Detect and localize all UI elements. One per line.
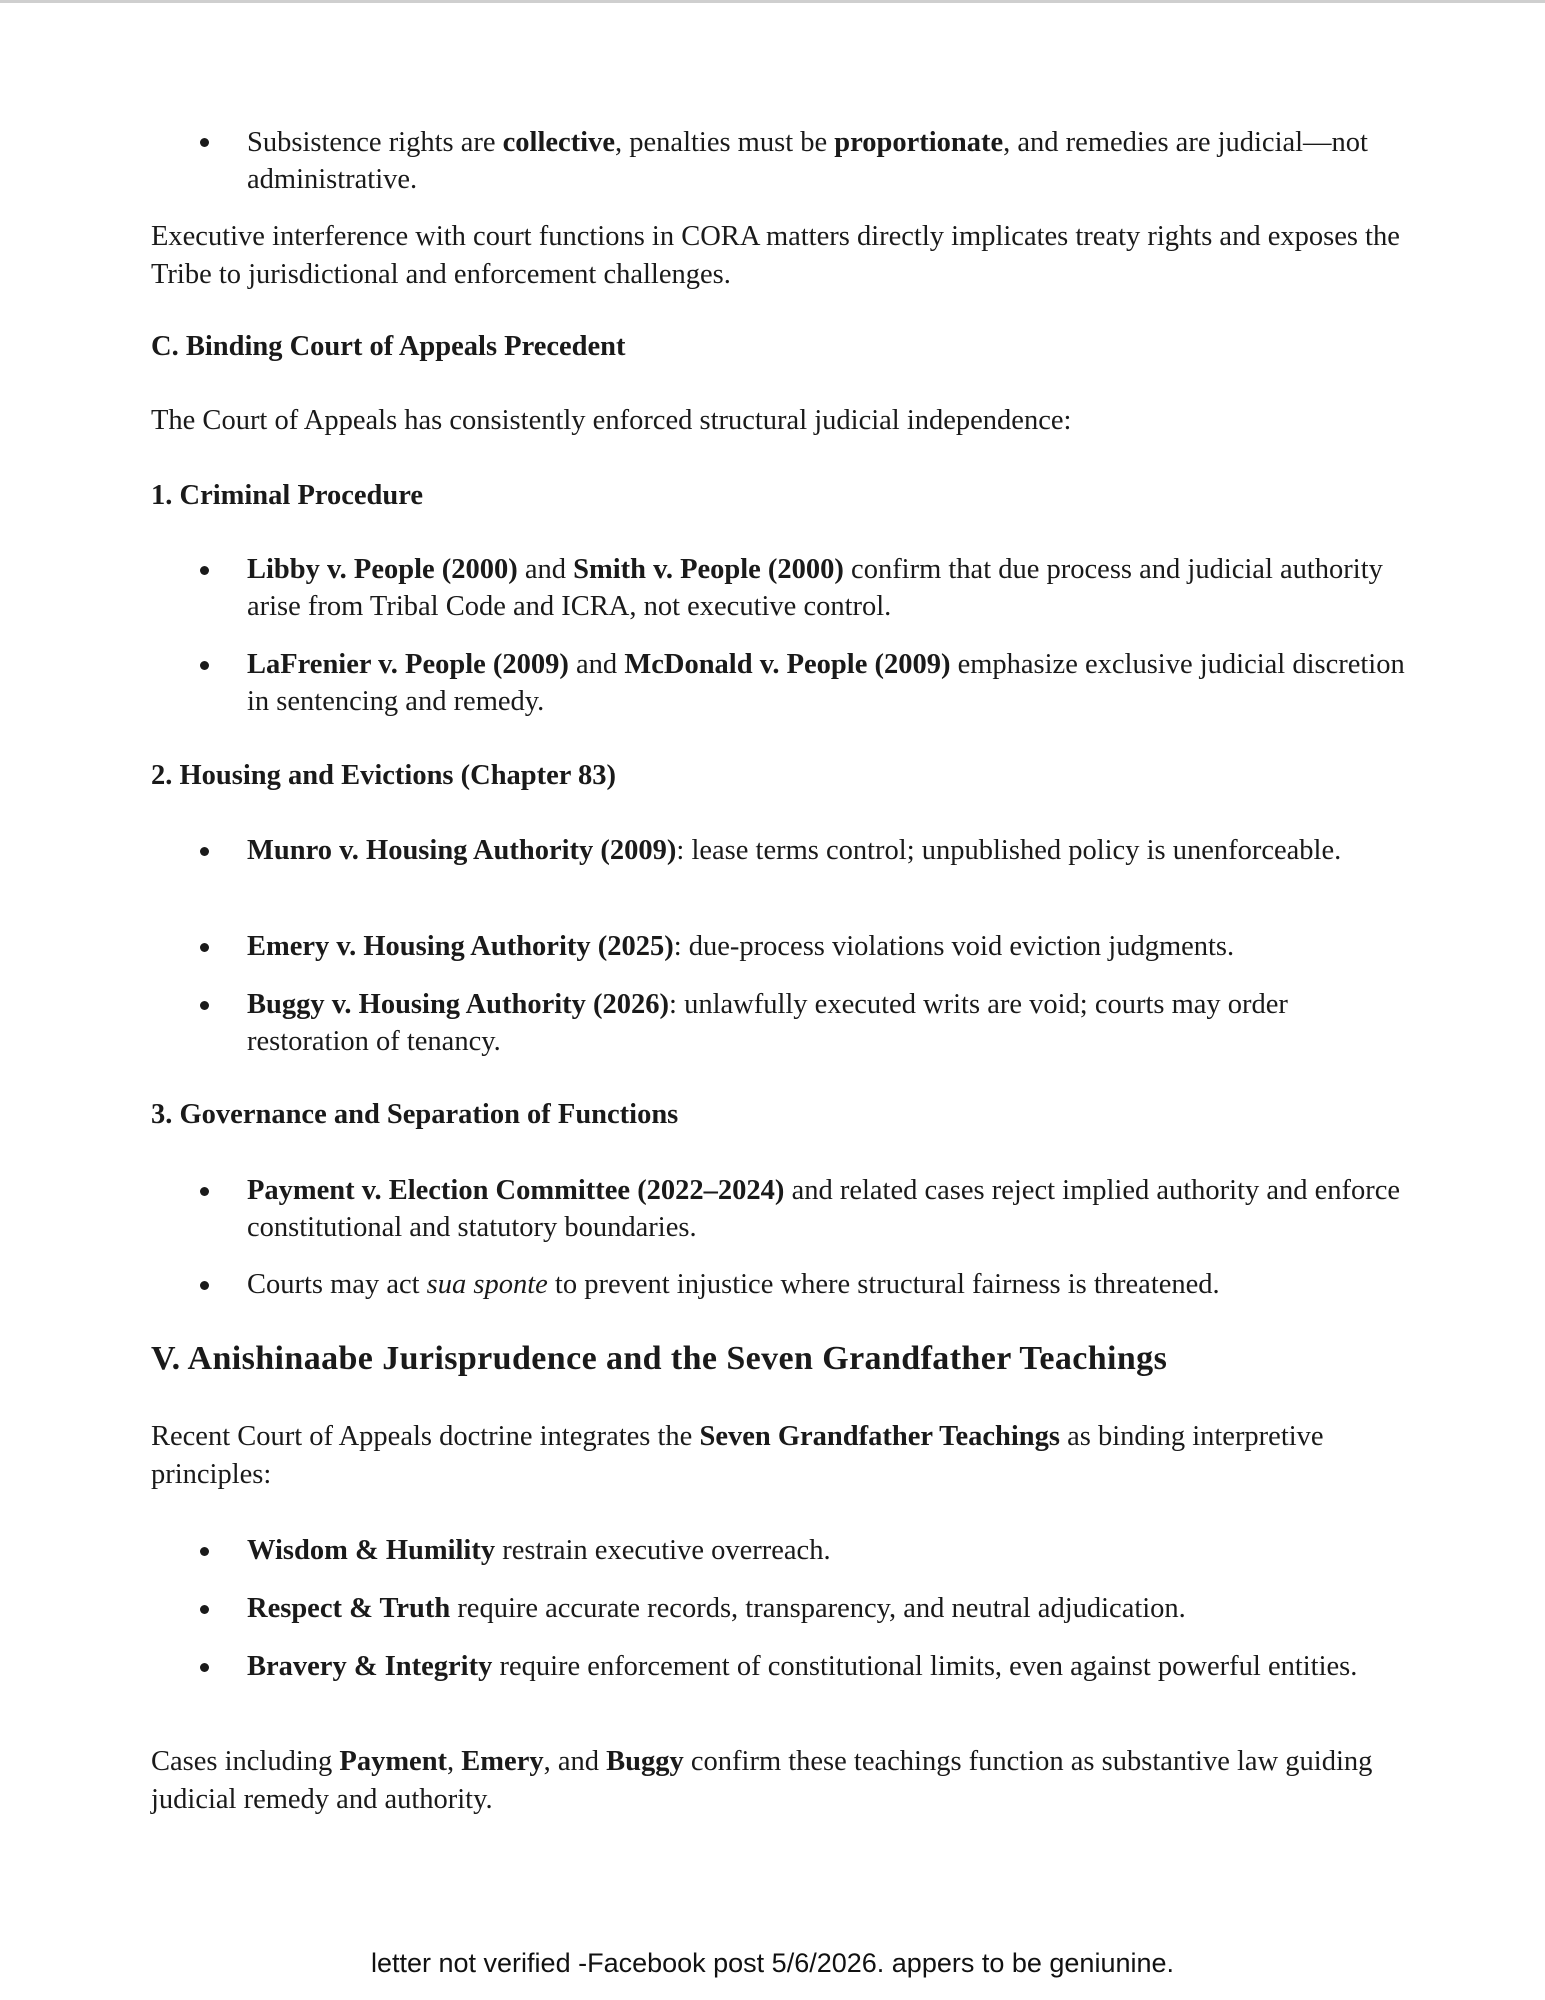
bullet-icon [200,661,209,670]
bullet-icon [200,847,209,856]
footer-note: letter not verified -Facebook post 5/6/2026. appers to be geniunine. [370,1948,1175,1978]
bullet-icon [200,1663,209,1672]
list-item: Wisdom & Humility restrain executive overreach. [247,1535,831,1566]
subsection-heading: 1. Criminal Procedure [151,480,424,511]
paragraph: Executive interference with court functions in CORA matters directly implicates treaty rights and exposes the Tribe to jurisdictional and enforcement challenges. [151,221,1400,290]
bullet-icon [200,1281,209,1290]
list-item: Payment v. Election Committee (2022–2024) and related cases reject implied authority and enforce constitutional and statutory boundaries. [247,1175,1401,1243]
list-item: Respect & Truth require accurate records, transparency, and neutral adjudication. [247,1593,1186,1624]
list-item: LaFrenier v. People (2009) and McDonald v. People (2009) emphasize exclusive judicial discretion in sentencing and remedy. [247,649,1405,717]
subsection-heading: 3. Governance and Separation of Functions [151,1099,679,1130]
bullet-icon [200,1605,209,1614]
paragraph: The Court of Appeals has consistently enforced structural judicial independence: [151,405,1072,436]
list-item: Courts may act sua sponte to prevent injustice where structural fairness is threatened. [247,1269,1220,1300]
list-item: Libby v. People (2000) and Smith v. People (2000) confirm that due process and judicial authority arise from Tribal Code and ICRA, not executive control. [247,554,1383,622]
paragraph: Cases including Payment, Emery, and Buggy confirm these teachings function as substantive law guiding judicial remedy and authority. [151,1746,1373,1815]
list-item: Buggy v. Housing Authority (2026): unlawfully executed writs are void; courts may order restoration of tenancy. [247,989,1288,1057]
bullet-icon [200,1187,209,1196]
bullet-icon [200,1547,209,1556]
section-heading: V. Anishinaabe Jurisprudence and the Seven Grandfather Teachings [151,1340,1168,1377]
paragraph: Recent Court of Appeals doctrine integrates the Seven Grandfather Teachings as binding interpretive principles: [151,1421,1324,1490]
section-heading: C. Binding Court of Appeals Precedent [151,331,626,362]
bullet-icon [200,943,209,952]
bullet-icon [200,566,209,575]
bullet-icon [200,138,209,147]
bullet-icon [200,1001,209,1010]
list-item: Subsistence rights are collective, penalties must be proportionate, and remedies are judicial—not administrative. [247,127,1368,195]
list-item: Emery v. Housing Authority (2025): due-process violations void eviction judgments. [247,931,1235,962]
list-item: Munro v. Housing Authority (2009): lease terms control; unpublished policy is unenforceable. [247,835,1342,866]
list-item: Bravery & Integrity require enforcement of constitutional limits, even against powerful entities. [247,1651,1358,1682]
subsection-heading: 2. Housing and Evictions (Chapter 83) [151,760,617,791]
